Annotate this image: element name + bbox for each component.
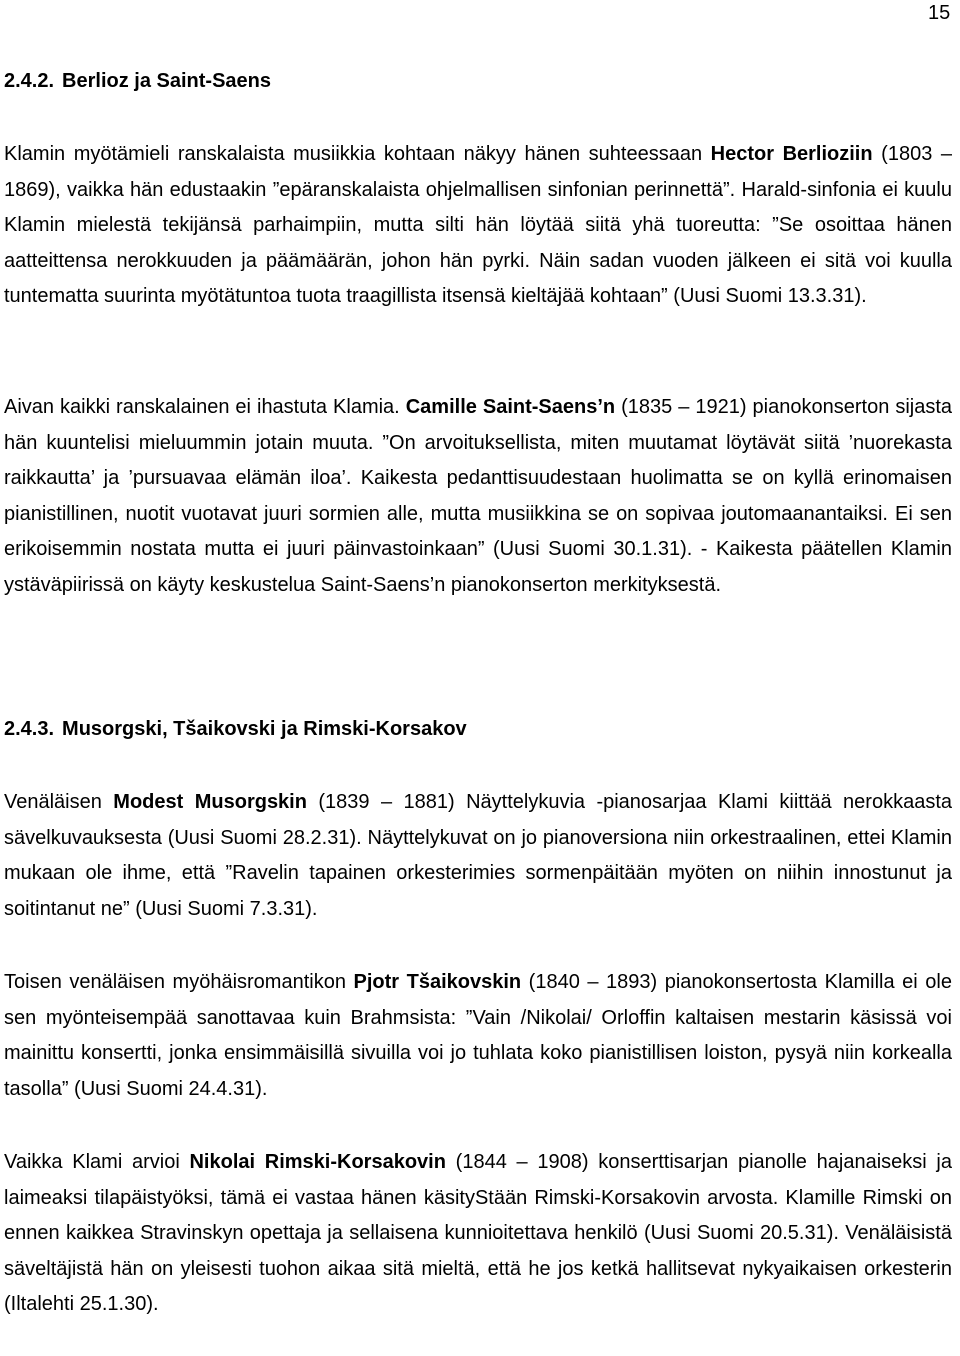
bold-name: Nikolai Rimski-Korsakovin (189, 1151, 446, 1173)
section-title: Berlioz ja Saint-Saens (62, 70, 272, 92)
paragraph-text: Aivan kaikki ranskalainen ei ihastuta Klamia. (4, 396, 406, 418)
paragraph-text: (1840 – 1893) pianokonsertosta Klamilla ei ole sen myönteisempää sanottavaa kuin Brahmsista: ”Vain /Nikolai/ Orloffin kaltaisen mestarin käsissä voi mainittu konsertti, jonka ensimmäisillä sivuilla voi jo tuhlata koko pianistillisen loiston, pysyä niin korkealla tasolla” (Uusi Suomi 24.4.31). (4, 971, 952, 1100)
paragraph-text: (1844 – 1908) konserttisarjan pianolle hajanaiseksi ja laimeaksi tilapäistyöksi, tämä ei vastaa hänen käsityStään Rimski-Korsakovin arvosta. Klamille Rimski on ennen kaikkea Stravinskyn opettaja ja sellaisena kunnioitettava henkilö (Uusi Suomi 20.5.31). Venäläisistä säveltäjistä hän on yleisesti tuohon aikaa sitä mieltä, että he jos ketkä hallitsevat nykyaikaisen orkesterin (Iltalehti 25.1.30). (4, 1151, 952, 1315)
bold-name: Modest Musorgskin (113, 791, 307, 813)
page-number: 15 (928, 2, 951, 24)
bold-name: Hector Berlioziin (710, 143, 873, 165)
paragraph-text: Klamin myötämieli ranskalaista musiikkia kohtaan näkyy hänen suhteessaan (4, 143, 711, 165)
section-number: 2.4.2. (4, 70, 55, 92)
paragraph-berlioz (4, 137, 952, 315)
paragraph-text: (1835 – 1921) pianokonserton sijasta hän kuuntelisi mieluummin jotain muuta. ”On arvoituksellista, miten muutamat löytävät siitä ’nuorekasta raikkautta’ ja ’pursuavaa elämän iloa’. Kaikesta pedanttisuudestaan huolimatta se on kyllä erinomaisen pianistillinen, nuotit vuotavat juuri sormien alle, mutta musiikkina se on sopivaa joutomaanantaiksi. Ei sen erikoisemmin nostata mutta ei juuri päinvastoinkaan” (Uusi Suomi 30.1.31). - Kaikesta päätellen Klamin ystäväpiirissä on käyty keskustelua Saint-Saens’n pianokonserton merkityksestä. (4, 396, 953, 596)
section-title: Musorgski, Tšaikovski ja Rimski-Korsakov (62, 718, 467, 740)
paragraph-text: Vaikka Klami arvioi (4, 1151, 190, 1173)
paragraph-text: (1839 – 1881) Näyttelykuvia -pianosarjaa Klami kiittää nerokkaasta sävelkuvauksesta (Uusi Suomi 28.2.31). Näyttelykuvat on jo pianoversiona niin orkestraalinen, ettei Klamin mukaan ole ihme, että ”Ravelin tapainen orkesterimies sormenpäitään myöten on niihin innostunut ja soitintanut ne” (Uusi Suomi 7.3.31). (4, 791, 953, 920)
bold-name: Camille Saint-Saens’n (405, 396, 616, 418)
paragraph-tsaikovski (4, 965, 952, 1107)
paragraph-musorgski (4, 785, 952, 927)
paragraph-saint-saens (4, 390, 952, 603)
paragraph-text: Toisen venäläisen myöhäisromantikon (4, 971, 354, 993)
paragraph-text: Venäläisen (4, 791, 114, 813)
section-heading-2-4-2 (4, 70, 271, 93)
paragraph-rimski-korsakov (4, 1145, 952, 1323)
paragraph-text: (1803 – 1869), vaikka hän edustaakin ”epäranskalaista ohjelmallisen sinfonian perinnettä”. Harald-sinfonia ei kuulu Klamin mielestä tekijänsä parhaimpiin, mutta silti hän löytää siitä yhä tuoreutta: ”Se osoittaa hänen aatteittensa nerokkuuden ja päämäärän, johon hän pyrki. Näin sadan vuoden jälkeen ei sitä voi kuulla tuntematta suurinta myötätuntoa tuota traagillista itsensä kieltäjää kohtaan” (Uusi Suomi 13.3.31). (4, 143, 953, 307)
section-heading-2-4-3 (4, 718, 467, 741)
bold-name: Pjotr Tšaikovskin (353, 971, 522, 993)
section-number: 2.4.3. (4, 718, 55, 740)
